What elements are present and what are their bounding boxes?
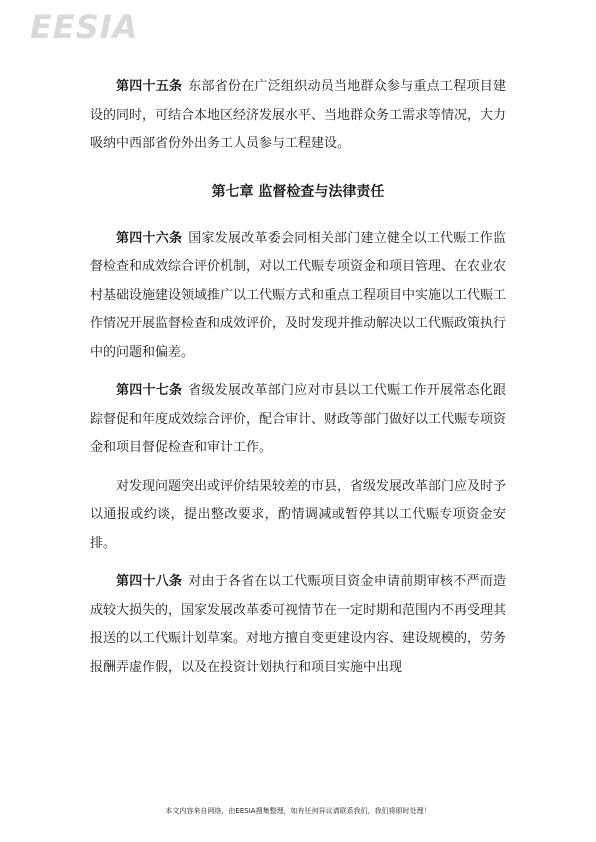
article-48-text: 对由于各省在以工代赈项目资金申请前期审核不严而造成较大损失的，国家发展改革委可视情节在一定时期和范围内不再受理其报送的以工代赈计划草案。对地方擅自变更建设内容、建设规模的，劳务报酬弄虚作假，以及在投资计划执行和项目实施中出现 — [90, 574, 507, 675]
article-46 — [90, 225, 506, 368]
article-47-text: 省级发展改革部门应对市县以工代赈工作开展常态化跟踪督促和年度成效综合评价，配合审计、财政等部门做好以工代赈专项资金和项目督促检查和审计工作。 — [90, 383, 507, 455]
article-46-text: 国家发展改革委会同相关部门建立健全以工代赈工作监督检查和成效综合评价机制，对以工代赈专项资金和项目管理、在农业农村基础设施建设领域推广以工代赈方式和重点工程项目中实施以工代赈工作情况开展监督检查和成效评价，及时发现并推动解决以工代赈政策执行中的问题和偏差。 — [90, 230, 507, 360]
article-48-label: 第四十八条 — [116, 574, 183, 589]
article-47 — [90, 377, 506, 463]
article-45-label: 第四十五条 — [116, 79, 183, 94]
article-47-label: 第四十七条 — [116, 383, 183, 398]
document-body — [90, 73, 506, 692]
footer-disclaimer: 本文内容来自网络，由EESIA搜集整理，如有任何异议请联系我们，我们将即时处理！ — [165, 807, 431, 815]
article-48 — [90, 568, 506, 682]
chapter-7-heading: 第七章 监督检查与法律责任 — [211, 183, 385, 200]
eesia-logo: EESIA — [30, 8, 139, 46]
article-46-label: 第四十六条 — [116, 230, 183, 246]
article-47-paragraph-2: 对发现问题突出或评价结果较差的市县，省级发展改革部门应及时予以通报或约谈，提出整改要求，酌情调减或暂停其以工代赈专项资金安排。 — [90, 478, 507, 551]
article-45-text: 东部省份在广泛组织动员当地群众参与重点工程项目建设的同时，可结合本地区经济发展水平、当地群众务工需求等情况，大力吸纳中西部省份外出务工人员参与工程建设。 — [90, 79, 507, 151]
article-45 — [90, 73, 506, 159]
